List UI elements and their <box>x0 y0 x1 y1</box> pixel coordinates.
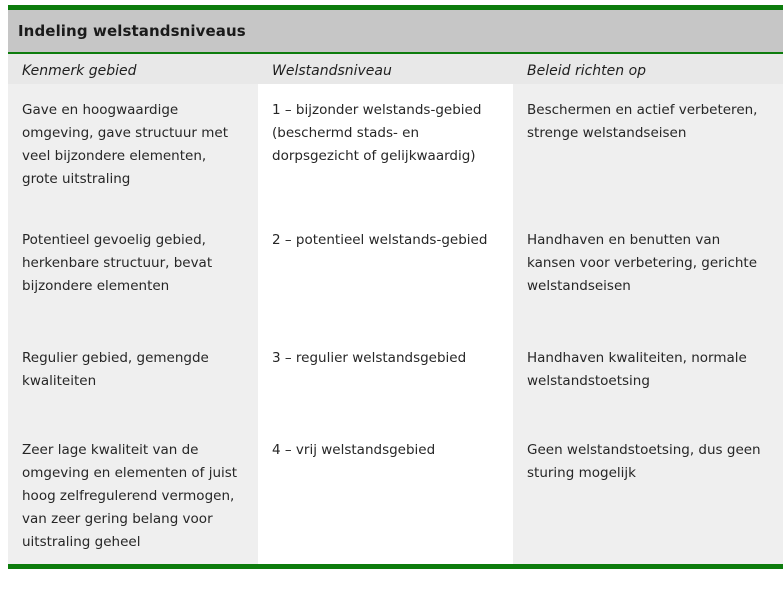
table-cell-welstandsniveau <box>258 84 513 219</box>
table-cell-beleid-richten-op <box>513 339 783 429</box>
cell-text: Regulier gebied, gemengde kwaliteiten <box>22 350 209 389</box>
table-cell-beleid-richten-op <box>513 429 783 564</box>
cell-text: 2 – potentieel welstands-gebied <box>272 232 488 248</box>
cell-text: Beschermen en actief verbeteren, strenge welstandseisen <box>527 102 758 141</box>
column-header-beleid-richten-op <box>513 54 783 84</box>
cell-text: Gave en hoogwaardige omgeving, gave structuur met veel bijzondere elementen, grote uitstraling <box>22 102 229 187</box>
table-cell-beleid-richten-op <box>513 219 783 339</box>
table-cell-beleid-richten-op <box>513 84 783 219</box>
column-header-label: Kenmerk gebied <box>22 63 137 79</box>
table-cell-kenmerk-gebied <box>8 219 258 339</box>
bottom-margin <box>0 569 783 575</box>
table-cell-kenmerk-gebied <box>8 84 258 219</box>
column-header-welstandsniveau <box>258 54 513 84</box>
table-cell-kenmerk-gebied <box>8 429 258 564</box>
table-row <box>8 219 783 339</box>
cell-text: Handhaven kwaliteiten, normale welstandstoetsing <box>527 350 747 389</box>
table-cell-welstandsniveau <box>258 429 513 564</box>
table-header-row <box>8 54 783 84</box>
cell-text: Potentieel gevoelig gebied, herkenbare structuur, bevat bijzondere elementen <box>22 232 213 294</box>
cell-text: 4 – vrij welstandsgebied <box>272 442 436 458</box>
table-cell-welstandsniveau <box>258 339 513 429</box>
column-header-label: Welstandsniveau <box>272 63 392 79</box>
welstandsniveaus-table <box>8 10 783 564</box>
cell-text: 3 – regulier welstandsgebied <box>272 350 467 366</box>
table-title: Indeling welstandsniveaus <box>18 22 246 40</box>
cell-text: Geen welstandstoetsing, dus geen sturing mogelijk <box>527 442 761 481</box>
cell-text: Zeer lage kwaliteit van de omgeving en elementen of juist hoog zelfregulerend vermogen, van zeer gering belang voor uitstraling geheel <box>22 442 238 550</box>
table-cell-kenmerk-gebied <box>8 339 258 429</box>
table-row <box>8 84 783 219</box>
table-title-band <box>8 10 783 54</box>
table-cell-welstandsniveau <box>258 219 513 339</box>
table-row <box>8 429 783 564</box>
column-header-kenmerk-gebied <box>8 54 258 84</box>
column-header-label: Beleid richten op <box>527 63 647 79</box>
cell-text: 1 – bijzonder welstands-gebied (beschermd stads- en dorpsgezicht of gelijkwaardig) <box>272 102 482 164</box>
cell-text: Handhaven en benutten van kansen voor verbetering, gerichte welstandseisen <box>527 232 758 294</box>
table-row <box>8 339 783 429</box>
